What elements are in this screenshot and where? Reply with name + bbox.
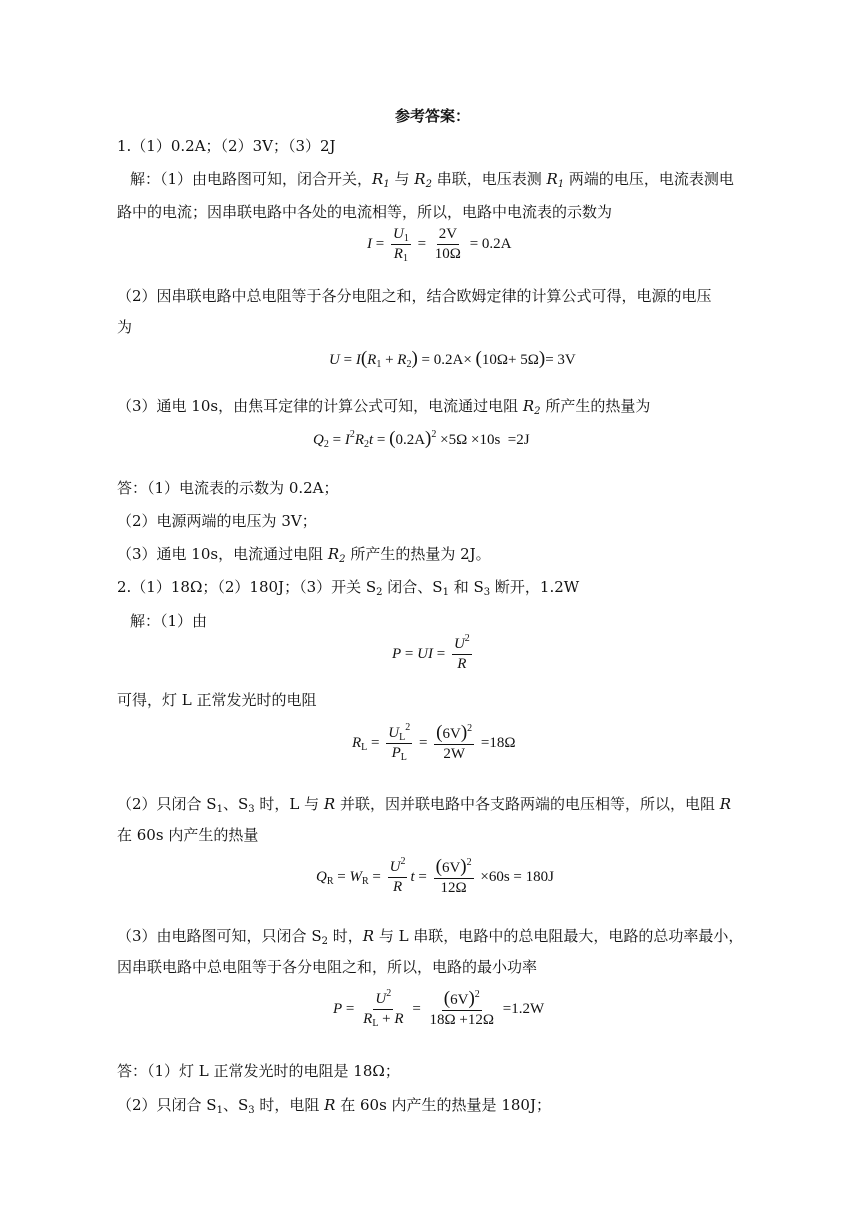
q2-equation-heat: $Q_R = W_R$ = $\frac{U^2}{R}$ t = $\frac{(6V)^2}{12\Omega}$ ×60s = 180J	[316, 856, 554, 896]
q1-answer-line: （3）通电 10s，电流通过电阻 $R_2$ 所产生的热量为 2J。	[117, 545, 491, 565]
q1-solution-line: 解：（1）由电路图可知，闭合开关，$R_1$ 与 $R_2$ 串联，电压表测 $R_1$ 两端的电压，电流表测电	[130, 170, 734, 190]
q2-equation-power: P = UI = $\frac{U^2}{R}$	[392, 633, 470, 672]
q2-solution-line: 解：（1）由	[130, 612, 208, 630]
q2-solution-line: （2）只闭合 $S_1$、$S_3$ 时，L 与 R 并联，因并联电路中各支路两端的电压相等，所以，电阻 R	[117, 795, 732, 815]
q2-answer-line: 答：（1）灯 L 正常发光时的电阻是 18Ω；	[117, 1062, 400, 1080]
q2-solution-line: （3）由电路图可知，只闭合 $S_2$ 时，R 与 L 串联，电路中的总电阻最大，电路的总功率最小，	[117, 927, 744, 947]
q1-equation-current: I = $\frac{U_1}{R_1}$ = $\frac{2V}{10\Omega}$ = 0.2A	[367, 226, 512, 264]
q2-solution-line: 因串联电路中总电阻等于各分电阻之和，所以，电路的最小功率	[117, 958, 538, 976]
q1-equation-heat: $Q_2 = I^2R_2t = (0.2A)^2 \times 5\Omega \times 10s =2J$	[313, 428, 530, 450]
q2-answer: 2.（1）18Ω；（2）180J；（3）开关 $S_2$ 闭合、$S_1$ 和 $S_3$ 断开，1.2W	[117, 578, 580, 598]
q1-answer-line: 答：（1）电流表的示数为 0.2A；	[117, 479, 339, 497]
page-title: 参考答案：	[395, 107, 471, 125]
q1-equation-voltage: $U = I(R_1 + R_2) = 0.2A\times (10\Omega+ 5\Omega)= 3V$	[329, 348, 576, 370]
q1-answer-line: （2）电源两端的电压为 3V；	[117, 512, 317, 530]
q2-equation-resistance: $R_L$ = $\frac{U_L^2}{P_L}$ = $\frac{(6V)^2}{2W}$ =18Ω	[352, 722, 516, 763]
q1-answer: 1.（1）0.2A；（2）3V；（3）2J	[117, 137, 336, 155]
q2-equation-min-power: P = $\frac{U^2}{R_L + R}$ = $\frac{(6V)^2}{18\Omega +12\Omega}$ =1.2W	[333, 988, 545, 1029]
q2-solution-line: 在 60s 内产生的热量	[117, 826, 259, 844]
q1-solution-line: （2）因串联电路中总电阻等于各分电阻之和，结合欧姆定律的计算公式可得，电源的电压	[117, 287, 712, 305]
q2-solution-line: 可得，灯 L 正常发光时的电阻	[117, 691, 317, 709]
q1-solution-line: （3）通电 10s，由焦耳定律的计算公式可知，电流通过电阻 $R_2$ 所产生的热量为	[117, 397, 651, 417]
q1-solution-line: 为	[117, 318, 133, 336]
q1-solution-line: 路中的电流；因串联电路中各处的电流相等，所以，电路中电流表的示数为	[117, 203, 613, 221]
q2-answer-line: （2）只闭合 $S_1$、$S_3$ 时，电阻 R 在 60s 内产生的热量是 180J；	[117, 1096, 551, 1116]
